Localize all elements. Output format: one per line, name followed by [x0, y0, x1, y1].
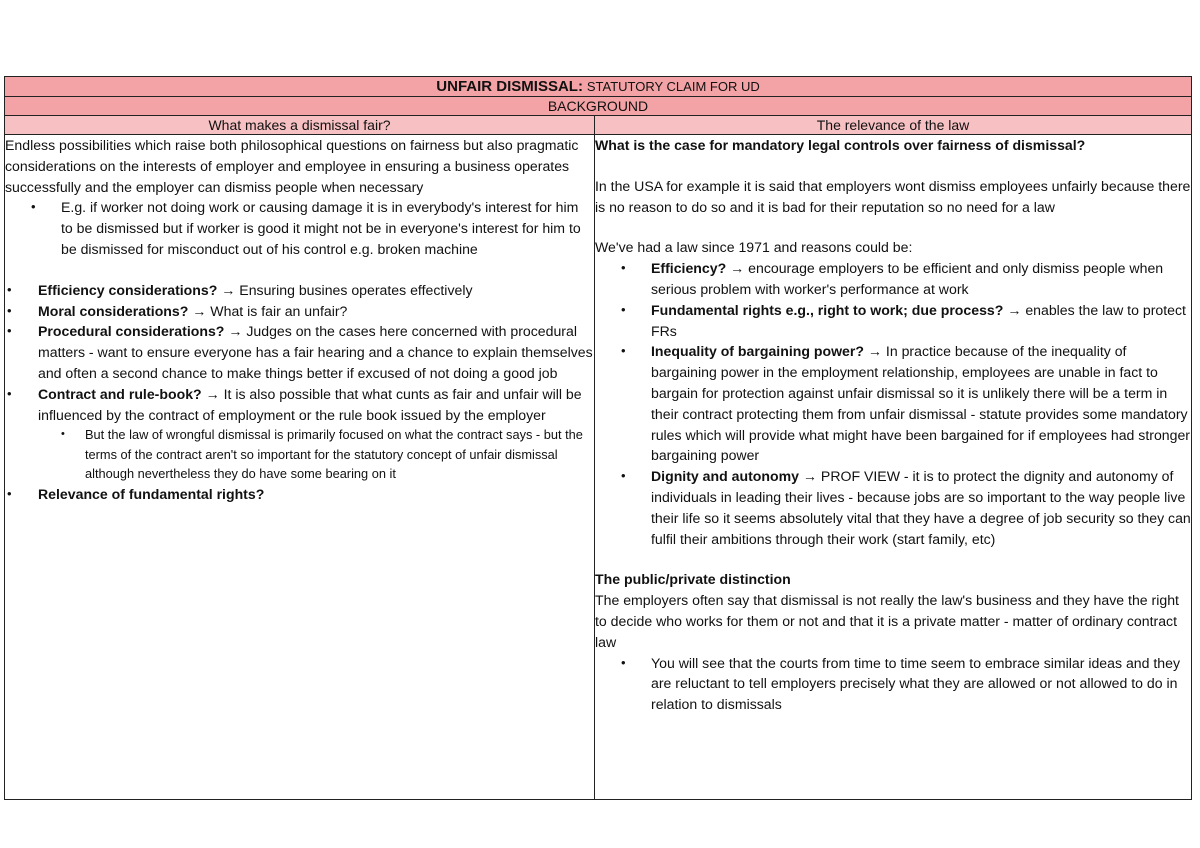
left-column-heading: What makes a dismissal fair? — [5, 116, 595, 135]
item-label: Contract and rule-book? — [38, 385, 202, 402]
arrow-icon: → — [730, 260, 745, 277]
item-text: In practice because of the inequality of bargaining power in the employment relationship, employees are unable in fact to bargain for protection against unfair dismissal so it is unlikely there will be a term in their contract protecting them from unfair dismissal - statute provides some mandatory rules which will provide what might have been bargained for if employees had stronger bargaining power — [651, 343, 1190, 464]
public-private-list — [595, 653, 1191, 715]
item-text: It is also possible that what cunts as fair and unfair will be influenced by the contract of employment or the rule book issued by the employer — [38, 385, 582, 423]
right-since-line: We've had a law since 1971 and reasons could be: — [595, 239, 913, 256]
left-intro-list — [5, 197, 594, 259]
list-item — [5, 384, 594, 484]
public-private-bullet: • You will see that the courts from time to time seem to embrace similar ideas and they are reluctant to tell employers precisely what they are allowed or not allowed to do in relation to dismissals — [595, 653, 1191, 715]
item-text: Ensuring busines operates effectively — [239, 281, 473, 298]
item-text: PROF VIEW - it is to protect the dignity and autonomy of individuals in leading their lives - because jobs are so important to the way people live their life so it seems absolutely vital that they have a degree of job security so they can fulfil their ambitions through their work (start family, etc) — [651, 468, 1191, 547]
item-label: Moral considerations? — [38, 302, 189, 319]
right-column — [595, 135, 1192, 800]
list-item — [5, 321, 594, 383]
right-question: What is the case for mandatory legal controls over fairness of dismissal? — [595, 137, 1086, 153]
right-usa-paragraph: In the USA for example it is said that employers wont dismiss employees unfairly because there is no reason to do so and it is bad for their reputation so no need for a law — [595, 177, 1191, 215]
arrow-icon: → — [867, 343, 882, 360]
item-text: Judges on the cases here concerned with procedural matters - want to ensure everyone has a fair hearing and a chance to explain themselves and often a second chance to make things better if excused of not doing a good job — [38, 323, 593, 381]
item-label: Inequality of bargaining power? — [651, 343, 864, 360]
section-row — [5, 97, 1192, 116]
item-label: Fundamental rights e.g., right to work; due process? — [651, 301, 1004, 318]
item-label: Relevance of fundamental rights? — [38, 485, 265, 502]
left-intro: Endless possibilities which raise both philosophical questions on fairness but also pragmatic considerations on the interests of employer and employee in ensuring a business operates successfully and the employer can dismiss people when necessary — [5, 137, 579, 195]
arrow-icon: → — [205, 385, 220, 402]
arrow-icon: → — [228, 323, 243, 340]
title-main: UNFAIR DISMISSAL: — [436, 78, 583, 95]
list-item — [595, 300, 1191, 342]
arrow-icon: → — [221, 281, 236, 298]
list-item — [5, 280, 594, 301]
content-row — [5, 135, 1192, 800]
left-intro-bullet: • E.g. if worker not doing work or causing damage it is in everybody's interest for him to be dismissed but if worker is good it might not be in everyone's interest for him to be dismissed for misconduct out of his control e.g. broken machine — [5, 197, 594, 259]
contract-sub-bullet: • But the law of wrongful dismissal is primarily focused on what the contract says - but the terms of the contract aren't so important for the statutory concept of unfair dismissal although nevertheless they do have some bearing on it — [5, 425, 594, 484]
section-heading: BACKGROUND — [5, 97, 1192, 116]
list-item — [595, 341, 1191, 466]
right-column-heading: The relevance of the law — [595, 116, 1192, 135]
item-label: Efficiency? — [651, 260, 727, 277]
arrow-icon: → — [1007, 301, 1022, 318]
item-label: Efficiency considerations? — [38, 281, 218, 298]
column-heading-row — [5, 116, 1192, 135]
title-row — [5, 77, 1192, 97]
item-label: Procedural considerations? — [38, 323, 225, 340]
item-label: Dignity and autonomy — [651, 468, 799, 485]
left-considerations-list — [5, 280, 594, 505]
public-private-heading: The public/private distinction — [595, 571, 791, 588]
title-cell — [5, 77, 1192, 97]
item-text: What is fair an unfair? — [210, 302, 348, 319]
list-item — [595, 258, 1191, 300]
list-item — [5, 301, 594, 322]
contract-sublist — [5, 425, 594, 484]
list-item — [595, 466, 1191, 549]
public-private-text: The employers often say that dismissal is not really the law's business and they have the right to decide who works for them or not and that it is a private matter - matter of ordinary contract law — [595, 592, 1179, 650]
left-column — [5, 135, 595, 800]
arrow-icon: → — [802, 468, 817, 485]
list-item — [5, 484, 594, 505]
item-text: enables the law to protect FRs — [651, 301, 1186, 339]
notes-table — [4, 76, 1192, 800]
document-sheet — [4, 76, 1191, 800]
title-subtitle: STATUTORY CLAIM FOR UD — [586, 79, 760, 94]
item-text: encourage employers to be efficient and only dismiss people when serious problem with worker's performance at work — [651, 260, 1164, 297]
arrow-icon: → — [192, 302, 207, 319]
right-reasons-list — [595, 258, 1191, 549]
